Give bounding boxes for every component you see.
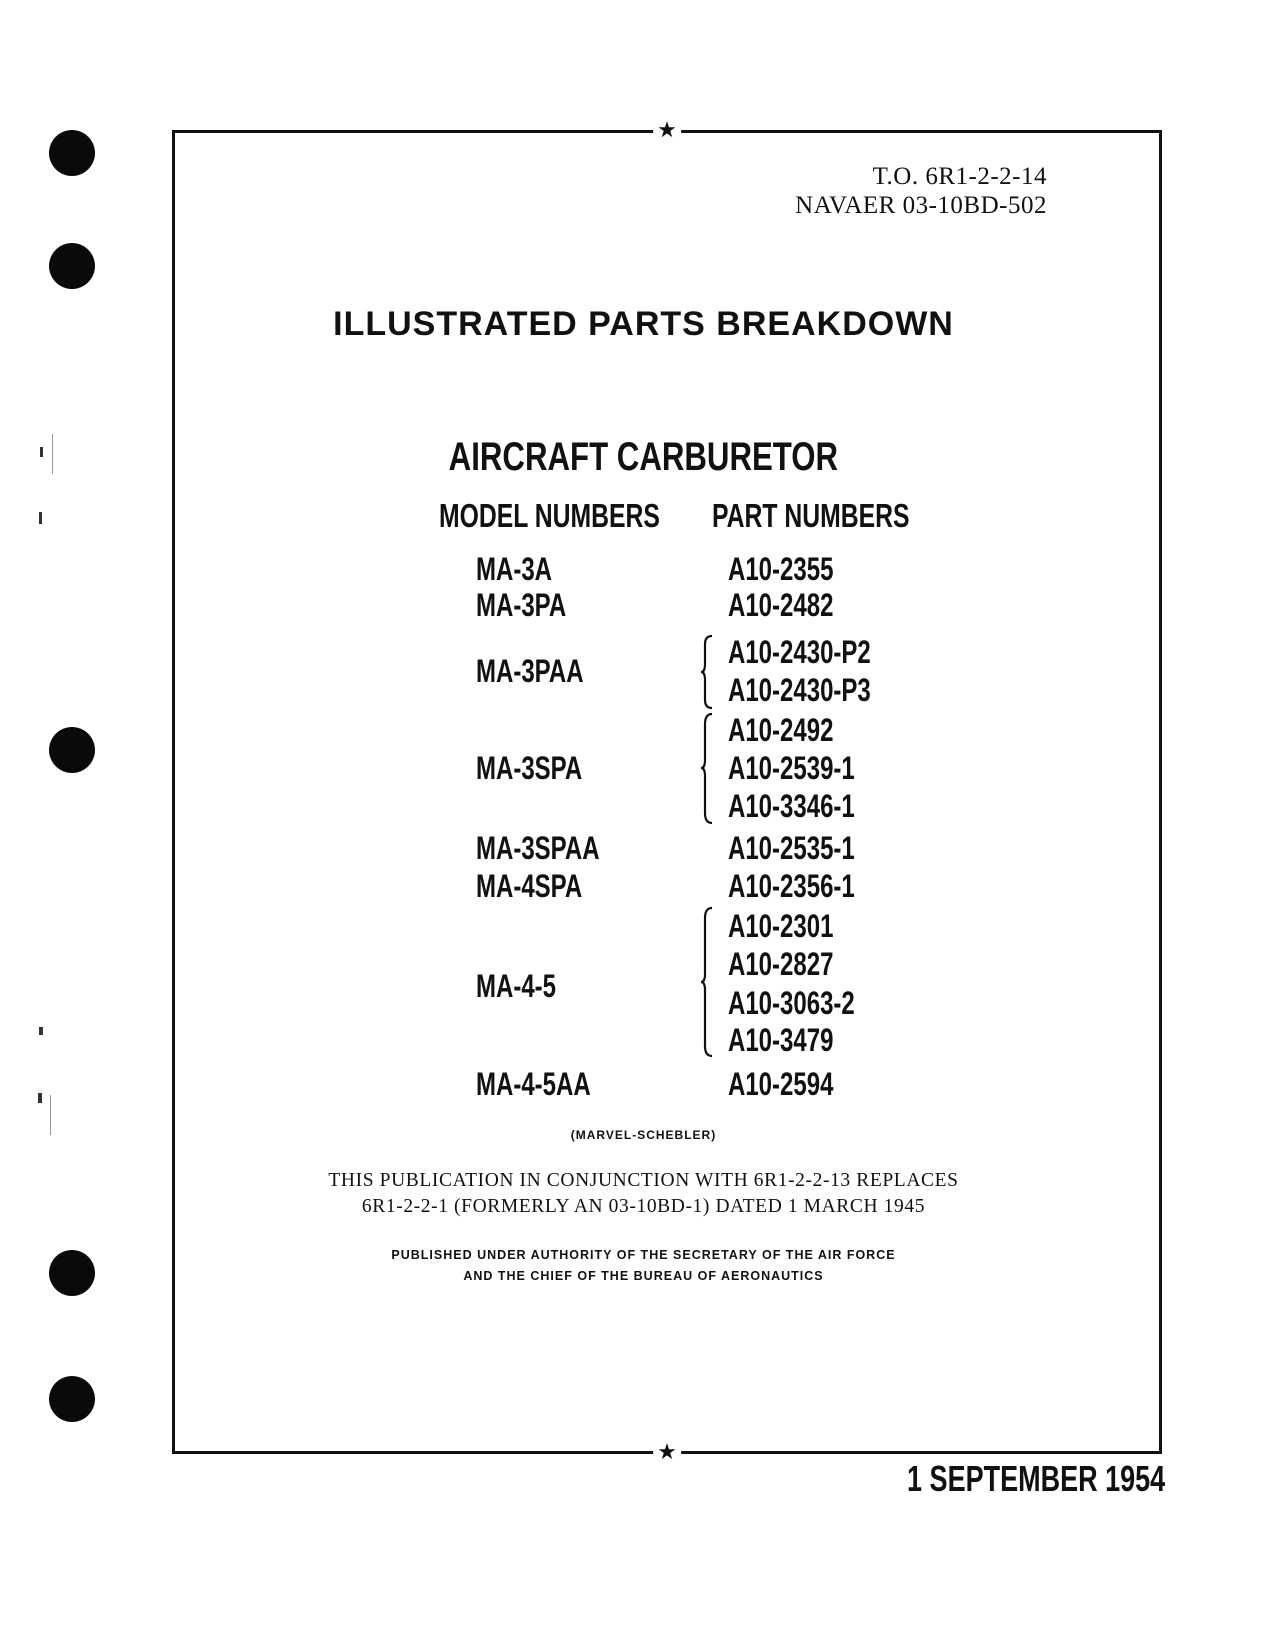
publishing-authority xyxy=(0,1245,1287,1287)
model-number: MA-4-5AA xyxy=(476,1066,591,1102)
authority-line: PUBLISHED UNDER AUTHORITY OF THE SECRETARY OF THE AIR FORCE xyxy=(391,1248,896,1262)
model-number: MA-4SPA xyxy=(476,868,583,904)
part-number: A10-2492 xyxy=(728,712,834,748)
part-number: A10-2301 xyxy=(728,908,834,944)
star-icon: ★ xyxy=(653,120,681,142)
part-number: A10-2430-P3 xyxy=(728,672,871,708)
publication-date: 1 SEPTEMBER 1954 xyxy=(906,1458,1165,1499)
star-icon: ★ xyxy=(653,1442,681,1464)
replacement-note xyxy=(0,1168,1287,1220)
model-number: MA-3PA xyxy=(476,587,567,623)
technical-order-block xyxy=(795,162,1047,220)
replacement-note-line: THIS PUBLICATION IN CONJUNCTION WITH 6R1-2-2-13 REPLACES xyxy=(328,1170,959,1191)
part-number: A10-2594 xyxy=(728,1066,834,1102)
scan-mark xyxy=(40,447,43,457)
scan-mark xyxy=(39,1027,43,1035)
model-number: MA-3PAA xyxy=(476,653,584,689)
part-numbers-header: PART NUMBERS xyxy=(712,497,910,534)
replacement-note-line: 6R1-2-2-1 (FORMERLY AN 03-10BD-1) DATED 1 MARCH 1945 xyxy=(361,1196,926,1217)
scan-mark xyxy=(52,434,53,474)
scan-mark xyxy=(39,512,42,524)
punch-hole xyxy=(49,1376,95,1422)
manufacturer-name: (MARVEL-SCHEBLER) xyxy=(570,1128,717,1142)
part-number: A10-2482 xyxy=(728,587,834,623)
model-number: MA-4-5 xyxy=(476,968,557,1004)
model-number: MA-3SPAA xyxy=(476,830,600,866)
authority-line: AND THE CHIEF OF THE BUREAU OF AERONAUTICS xyxy=(463,1269,824,1283)
model-number: MA-3SPA xyxy=(476,750,583,786)
part-number: A10-2356-1 xyxy=(728,868,855,904)
to-number: T.O. 6R1-2-2-14 xyxy=(872,163,1047,190)
brace-icon xyxy=(700,712,714,825)
document-subject: AIRCRAFT CARBURETOR xyxy=(448,435,839,479)
part-number: A10-3479 xyxy=(728,1022,834,1058)
punch-hole xyxy=(49,727,95,773)
brace-icon xyxy=(700,906,714,1058)
punch-hole xyxy=(49,130,95,176)
part-number: A10-3063-2 xyxy=(728,985,855,1021)
part-number: A10-3346-1 xyxy=(728,788,855,824)
brace-icon xyxy=(700,634,714,710)
document-title: ILLUSTRATED PARTS BREAKDOWN xyxy=(333,305,954,343)
part-number: A10-2430-P2 xyxy=(728,634,871,670)
model-number: MA-3A xyxy=(476,551,552,587)
model-numbers-header: MODEL NUMBERS xyxy=(439,497,660,534)
scan-mark xyxy=(38,1093,42,1103)
part-number: A10-2355 xyxy=(728,551,834,587)
part-number: A10-2539-1 xyxy=(728,750,855,786)
punch-hole xyxy=(49,243,95,289)
part-number: A10-2535-1 xyxy=(728,830,855,866)
part-number: A10-2827 xyxy=(728,946,834,982)
navaer-number: NAVAER 03-10BD-502 xyxy=(795,192,1047,219)
